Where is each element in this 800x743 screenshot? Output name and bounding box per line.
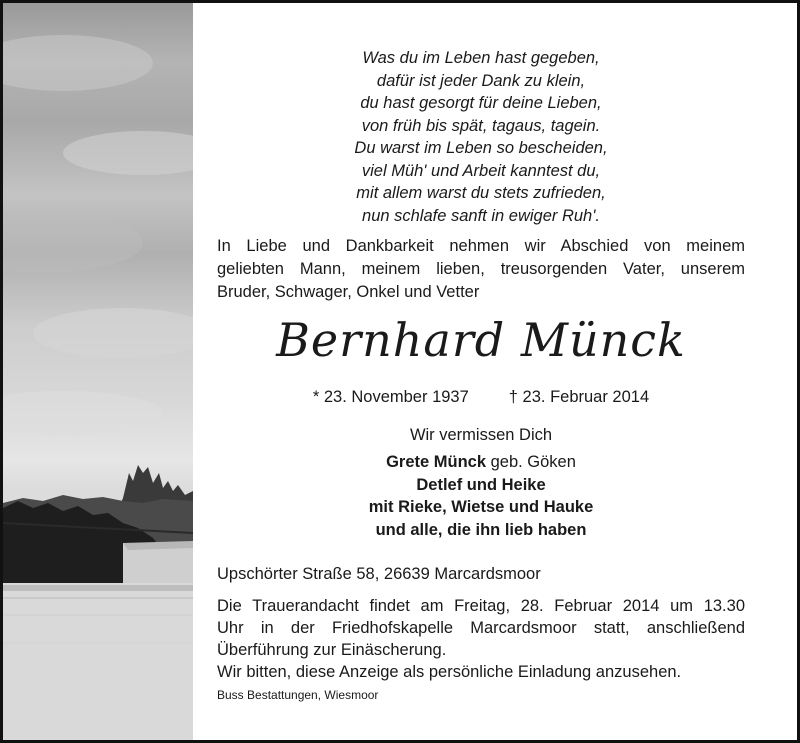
deceased-name: Bernhard Münck — [276, 313, 686, 367]
mourner-line — [217, 451, 745, 474]
poem-line: Was du im Leben hast gegeben, — [362, 49, 600, 67]
poem-line: dafür ist jeder Dank zu klein, — [376, 71, 586, 90]
service-line: Überführung zur Einäscherung. — [217, 641, 447, 659]
intro-line: geliebten Mann, meinem lieben, treusorgenden Vater, unserem — [217, 260, 745, 278]
service-details — [217, 595, 745, 661]
mourner-line: und alle, die ihn lieb haben — [375, 520, 587, 539]
service-line: Die Trauerandacht findet am Freitag, 28. Februar 2014 um 13.30 — [217, 597, 745, 615]
mourner-line: Detlef und Heike — [416, 475, 546, 494]
memorial-poem — [217, 47, 745, 227]
invitation-note: Wir bitten, diese Anzeige als persönliche Einladung anzusehen. — [217, 663, 682, 681]
intro-line: Bruder, Schwager, Onkel und Vetter — [217, 283, 480, 301]
poem-line: nun schlafe sanft in ewiger Ruh'. — [362, 206, 600, 225]
mourner-line: mit Rieke, Wietse und Hauke — [368, 498, 594, 516]
death-date: † 23. Februar 2014 — [508, 388, 650, 406]
family-address: Upschörter Straße 58, 26639 Marcardsmoor — [217, 565, 541, 583]
poem-line: von früh bis spät, tagaus, tagein. — [361, 116, 601, 135]
intro-line: In Liebe und Dankbarkeit nehmen wir Abschied von meinem — [217, 237, 745, 255]
landscape-photo — [3, 3, 193, 740]
poem-line: mit allem warst du stets zufrieden, — [356, 184, 606, 202]
poem-line: Du warst im Leben so bescheiden, — [354, 139, 608, 157]
miss-text: Wir vermissen Dich — [409, 426, 553, 444]
notice-content — [217, 3, 745, 740]
poem-line: du hast gesorgt für deine Lieben, — [360, 94, 602, 112]
poem-line: viel Müh' und Arbeit kanntest du, — [361, 161, 601, 180]
funeral-home: Buss Bestattungen, Wiesmoor — [217, 688, 379, 702]
lake-landscape-image — [3, 3, 193, 740]
birth-date: * 23. November 1937 — [312, 388, 469, 406]
mourners-list — [217, 451, 745, 541]
life-dates — [217, 388, 745, 407]
service-line: Uhr in der Friedhofskapelle Marcardsmoor statt, anschließend — [217, 619, 745, 637]
widow-name: Grete Münck — [386, 453, 487, 471]
maiden-name: geb. Göken — [486, 453, 576, 471]
farewell-intro — [217, 235, 745, 304]
